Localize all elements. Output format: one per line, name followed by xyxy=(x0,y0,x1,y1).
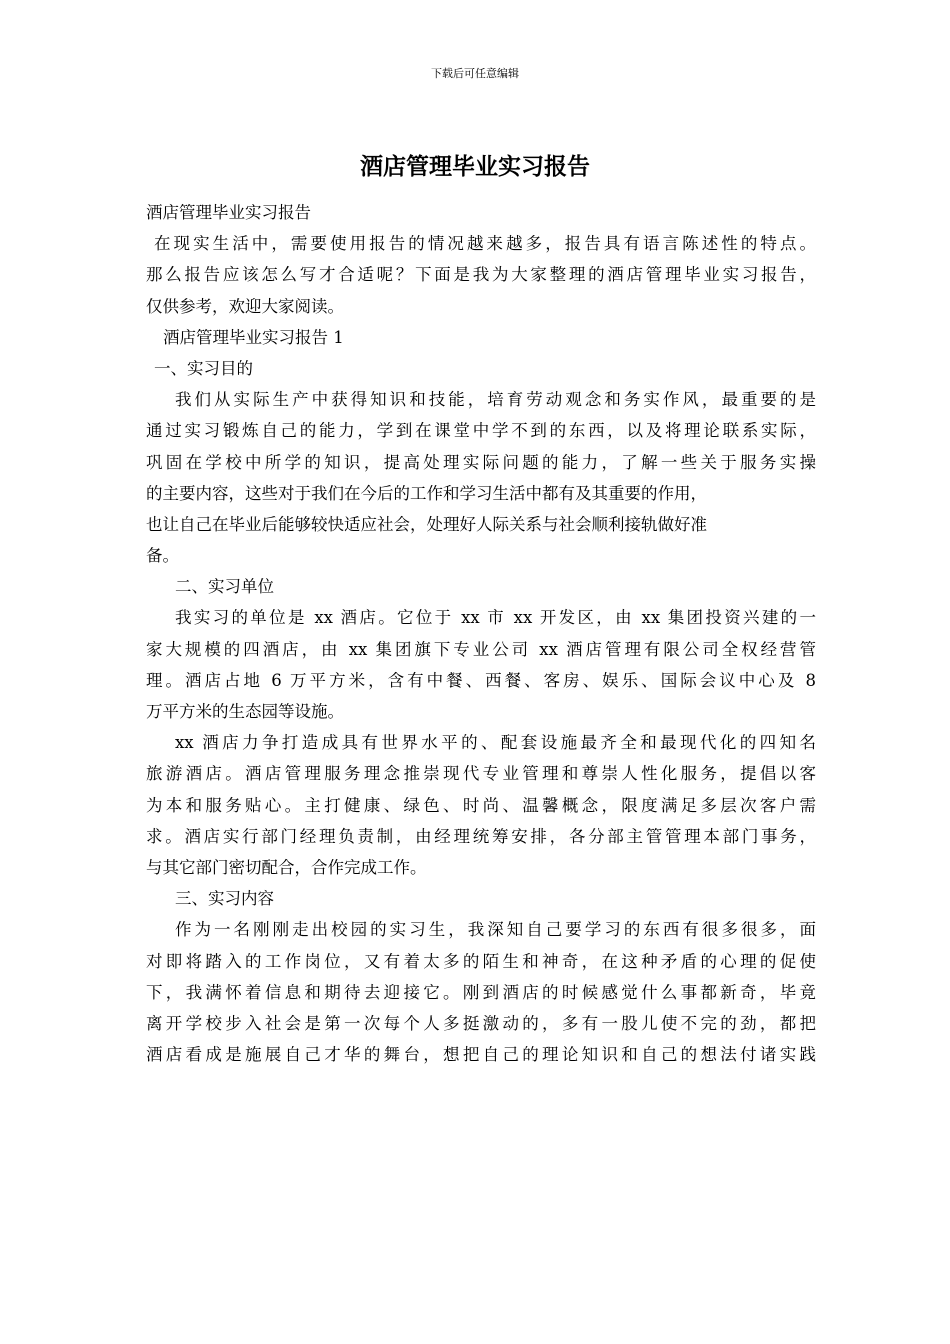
body-line: 酒店管理毕业实习报告 xyxy=(146,203,311,222)
body-line: 也让自己在毕业后能够较快适应社会，处理好人际关系与社会顺利接轨做好准 xyxy=(146,514,707,534)
body-line: 作为一名刚刚走出校园的实习生，我深知自己要学习的东西有很多很多，面 xyxy=(175,920,816,940)
body-line: 一、实习目的 xyxy=(154,358,253,378)
body-line: 我实习的单位是 xx 酒店。它位于 xx 市 xx 开发区，由 xx 集团投资兴建的一 xyxy=(175,608,816,628)
body-line: 的主要内容，这些对于我们在今后的工作和学习生活中都有及其重要的作用， xyxy=(146,483,707,503)
body-line: 巩固在学校中所学的知识，提高处理实际问题的能力，了解一些关于服务实操 xyxy=(146,452,816,472)
body-line: 酒店管理毕业实习报告 1 xyxy=(163,327,344,347)
header-note: 下载后可任意编辑 xyxy=(431,67,519,80)
body-line: 为本和服务贴心。主打健康、绿色、时尚、温馨概念，限度满足多层次客户需 xyxy=(146,795,816,815)
body-line: 我们从实际生产中获得知识和技能，培育劳动观念和务实作风，最重要的是 xyxy=(175,390,816,410)
body-line: 离开学校步入社会是第一次每个人多挺激动的，多有一股儿使不完的劲，都把 xyxy=(146,1013,816,1033)
body-line: 理。酒店占地 6 万平方米，含有中餐、西餐、客房、娱乐、国际会议中心及 8 xyxy=(146,670,816,690)
body-line: 求。酒店实行部门经理负责制，由经理统筹安排，各分部主管管理本部门事务， xyxy=(146,826,816,846)
body-line: 下，我满怀着信息和期待去迎接它。刚到酒店的时候感觉什么事都新奇，毕竟 xyxy=(146,982,816,1002)
body-line: 对即将踏入的工作岗位，又有着太多的陌生和神奇，在这种矛盾的心理的促使 xyxy=(146,951,816,971)
body-line: 酒店看成是施展自己才华的舞台，想把自己的理论知识和自己的想法付诸实践 xyxy=(146,1045,816,1065)
body-line: 三、实习内容 xyxy=(175,889,274,909)
document-body xyxy=(146,197,816,1070)
body-line: 通过实习锻炼自己的能力，学到在课堂中学不到的东西，以及将理论联系实际， xyxy=(146,421,816,441)
body-line: 仅供参考，欢迎大家阅读。 xyxy=(146,296,344,316)
body-line: 万平方米的生态园等设施。 xyxy=(146,702,344,721)
body-line: 那么报告应该怎么写才合适呢？下面是我为大家整理的酒店管理毕业实习报告， xyxy=(146,265,816,285)
body-line: 备。 xyxy=(146,546,179,566)
body-line: 与其它部门密切配合，合作完成工作。 xyxy=(146,857,427,877)
body-line: 旅游酒店。酒店管理服务理念推崇现代专业管理和尊崇人性化服务，提倡以客 xyxy=(146,764,816,784)
body-line: xx 酒店力争打造成具有世界水平的、配套设施最齐全和最现代化的四知名 xyxy=(175,733,816,753)
body-line: 家大规模的四酒店，由 xx 集团旗下专业公司 xx 酒店管理有限公司全权经营管 xyxy=(146,639,816,659)
document-title: 酒店管理毕业实习报告 xyxy=(360,153,590,180)
body-line: 二、实习单位 xyxy=(175,577,274,597)
body-line: 在现实生活中，需要使用报告的情况越来越多，报告具有语言陈述性的特点。 xyxy=(154,234,816,254)
